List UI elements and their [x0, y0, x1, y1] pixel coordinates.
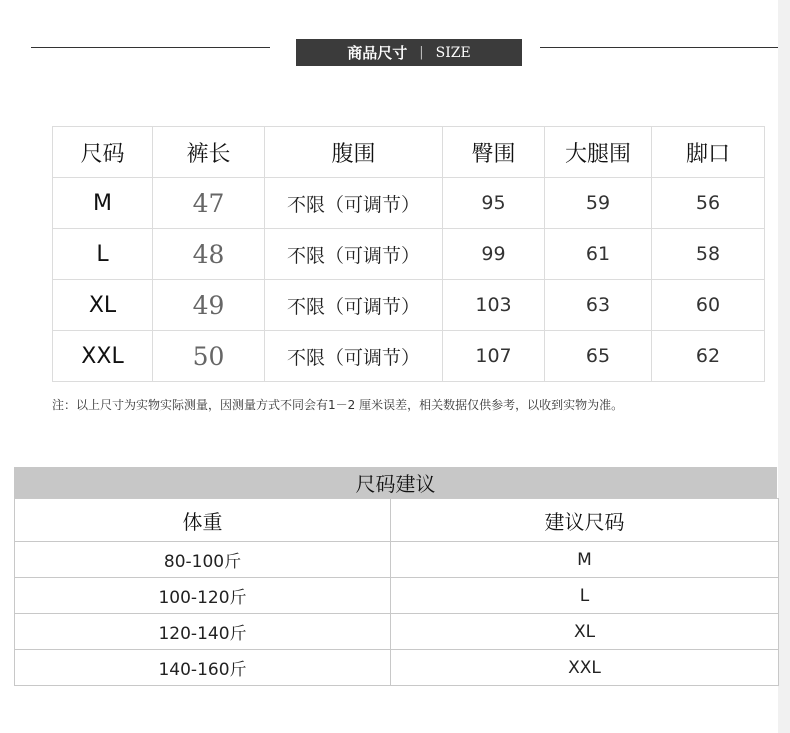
- header-hip: 臀围: [443, 127, 545, 178]
- header-weight: 体重: [15, 499, 391, 542]
- header-divider-left: [31, 47, 270, 48]
- cell-hip: 99: [443, 229, 545, 280]
- cell-thigh: 63: [545, 280, 652, 331]
- cell-thigh: 59: [545, 178, 652, 229]
- recommendation-title: 尺码建议: [14, 467, 777, 498]
- table-row: [15, 542, 779, 578]
- cell-weight: 100-120斤: [15, 578, 391, 614]
- cell-weight: 80-100斤: [15, 542, 391, 578]
- cell-weight: 120-140斤: [15, 614, 391, 650]
- cell-size: M: [53, 178, 153, 229]
- section-title-separator: |: [419, 45, 424, 60]
- table-row: [15, 650, 779, 686]
- cell-waist: 不限（可调节）: [265, 178, 443, 229]
- cell-length: 48: [153, 229, 265, 280]
- cell-size: XL: [53, 280, 153, 331]
- recommendation-header-row: [15, 499, 779, 542]
- page-right-edge: [778, 0, 790, 733]
- cell-hip: 107: [443, 331, 545, 382]
- cell-length: 47: [153, 178, 265, 229]
- cell-size: XXL: [53, 331, 153, 382]
- header-size: 尺码: [53, 127, 153, 178]
- table-row: [53, 229, 765, 280]
- cell-waist: 不限（可调节）: [265, 229, 443, 280]
- header-hem: 脚口: [652, 127, 765, 178]
- table-row: [15, 578, 779, 614]
- cell-waist: 不限（可调节）: [265, 331, 443, 382]
- cell-suggested-size: XL: [391, 614, 779, 650]
- table-row: [53, 280, 765, 331]
- section-title-size: [296, 39, 522, 66]
- header-suggested-size: 建议尺码: [391, 499, 779, 542]
- cell-suggested-size: XXL: [391, 650, 779, 686]
- cell-hem: 58: [652, 229, 765, 280]
- size-table: [52, 126, 765, 382]
- cell-length: 49: [153, 280, 265, 331]
- table-row: [53, 178, 765, 229]
- cell-weight: 140-160斤: [15, 650, 391, 686]
- cell-size: L: [53, 229, 153, 280]
- cell-suggested-size: M: [391, 542, 779, 578]
- cell-thigh: 61: [545, 229, 652, 280]
- measurement-note: 注：以上尺寸为实物实际测量，因测量方式不同会有1－2 厘米误差，相关数据仅供参考，以收到实物为准。: [52, 398, 624, 412]
- cell-hem: 60: [652, 280, 765, 331]
- cell-suggested-size: L: [391, 578, 779, 614]
- section-title-cn: 商品尺寸: [347, 44, 408, 62]
- cell-length: 50: [153, 331, 265, 382]
- cell-thigh: 65: [545, 331, 652, 382]
- header-thigh: 大腿围: [545, 127, 652, 178]
- header-divider-right: [540, 47, 778, 48]
- cell-hip: 95: [443, 178, 545, 229]
- header-length: 裤长: [153, 127, 265, 178]
- cell-hip: 103: [443, 280, 545, 331]
- cell-waist: 不限（可调节）: [265, 280, 443, 331]
- table-row: [53, 331, 765, 382]
- size-table-header-row: [53, 127, 765, 178]
- header-waist: 腹围: [265, 127, 443, 178]
- recommendation-table: [14, 498, 779, 686]
- cell-hem: 56: [652, 178, 765, 229]
- table-row: [15, 614, 779, 650]
- section-title-en: SIZE: [435, 44, 471, 61]
- cell-hem: 62: [652, 331, 765, 382]
